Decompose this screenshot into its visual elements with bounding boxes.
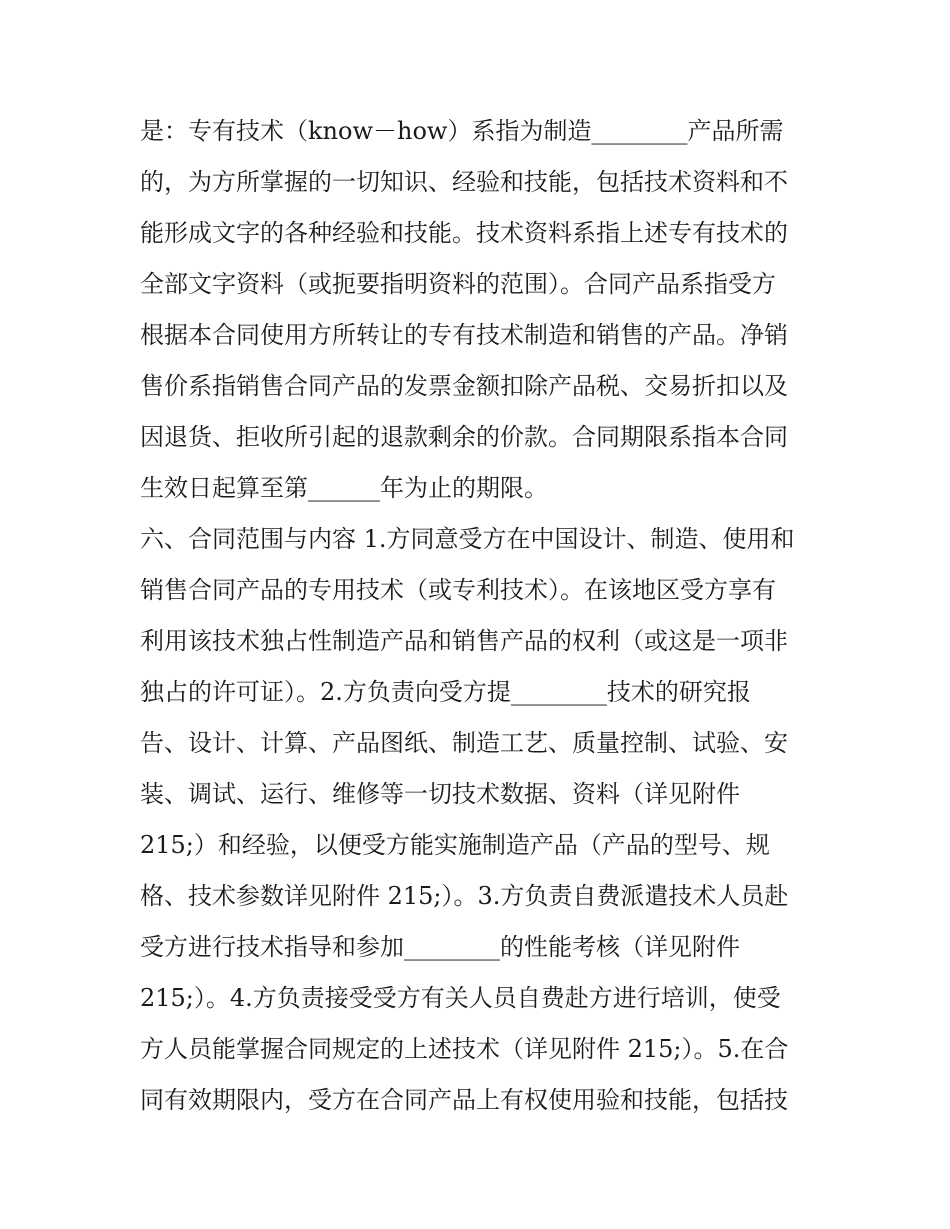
text-line: 生效日起算至第______年为止的期限。	[140, 474, 548, 502]
text-line: 215;）。4.方负责接受受方有关人员自费赴方进行培训，使受	[140, 984, 781, 1012]
text-line: 因退货、拒收所引起的退款剩余的价款。合同期限系指本合同	[140, 423, 788, 451]
text-line: 利用该技术独占性制造产品和销售产品的权利（或这是一项非	[140, 627, 788, 655]
text-line: 装、调试、运行、维修等一切技术数据、资料（详见附件	[140, 780, 740, 808]
text-line: 独占的许可证）。2.方负责向受方提________技术的研究报	[140, 678, 751, 706]
text-line: 销售合同产品的专用技术（或专利技术）。在该地区受方享有	[140, 576, 776, 604]
text-line: 全部文字资料（或扼要指明资料的范围）。合同产品系指受方	[140, 270, 776, 298]
text-line: 售价系指销售合同产品的发票金额扣除产品税、交易折扣以及	[140, 372, 788, 400]
contract-body-text	[140, 106, 830, 1126]
text-line: 是：专有技术（know－how）系指为制造________产品所需	[140, 117, 784, 145]
section-heading-line: 六、合同范围与内容 1.方同意受方在中国设计、制造、使用和	[140, 525, 795, 553]
text-line: 能形成文字的各种经验和技能。技术资料系指上述专有技术的	[140, 219, 788, 247]
text-line: 方人员能掌握合同规定的上述技术（详见附件 215;）。5.在合	[140, 1035, 789, 1063]
text-line: 格、技术参数详见附件 215;）。3.方负责自费派遣技术人员赴	[140, 882, 789, 910]
text-line: 的，为方所掌握的一切知识、经验和技能，包括技术资料和不	[140, 168, 788, 196]
text-line: 告、设计、计算、产品图纸、制造工艺、质量控制、试验、安	[140, 729, 788, 757]
text-line: 根据本合同使用方所转让的专有技术制造和销售的产品。净销	[140, 321, 788, 349]
text-line: 215;）和经验，以便受方能实施制造产品（产品的型号、规	[140, 831, 770, 859]
text-line: 受方进行技术指导和参加________的性能考核（详见附件	[140, 933, 740, 961]
text-line: 同有效期限内，受方在合同产品上有权使用验和技能，包括技	[140, 1086, 788, 1114]
